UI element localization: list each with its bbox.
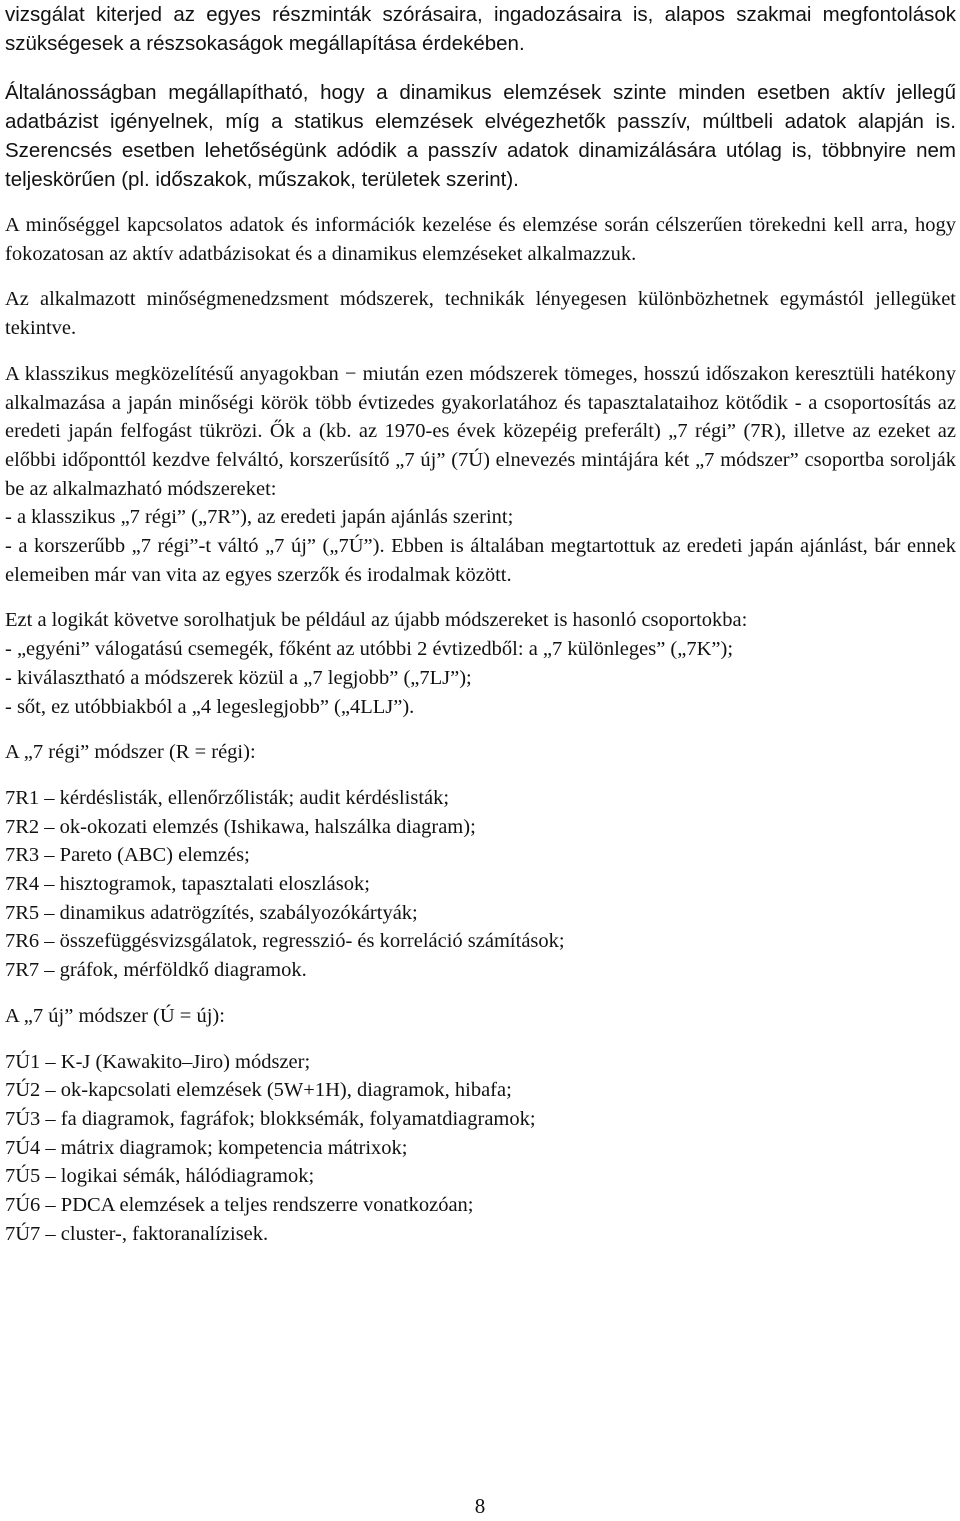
list-item: 7Ú1 – K-J (Kawakito–Jiro) módszer; [5,1050,311,1073]
list-7-regi [5,784,956,985]
list-7-uj [5,1048,956,1249]
paragraph-classical: A klasszikus megközelítésű anyagokban − miután ezen módszerek tömeges, hosszú időszakon keresztüli hatékony alkalmazása a japán minőségi körök több évtizedes gyakorlatához és tapasztalataihoz kötődik - a csoportosítás az eredeti japán felfogást tükrözi. Ők a (kb. az 1970-es évek közepéig preferált) „7 régi” (7R), illetve az ezeket az előbbi időponttól kezdve felváltó, korszerűsítő „7 új” (7Ú) elnevezés mintájára két „7 módszer” csoportba sorolják be az alkalmazható módszereket: [5,362,956,500]
list-item: 7R3 – Pareto (ABC) elemzés; [5,844,250,867]
page-number: 8 [474,1494,486,1518]
list-item: 7R1 – kérdéslisták, ellenőrzőlisták; audit kérdéslisták; [5,786,450,809]
document-page [5,0,956,1249]
list-item: - „egyéni” válogatású csemegék, főként az utóbbi 2 évtizedből: a „7 különleges” („7K”); [5,638,734,661]
list-item: 7R2 – ok-okozati elemzés (Ishikawa, halszálka diagram); [5,815,476,838]
list-item: - a klasszikus „7 régi” („7R”), az eredeti japán ajánlás szerint; [5,506,514,529]
heading-7-regi: A „7 régi” módszer (R = régi): [5,741,256,764]
list-item: 7R7 – gráfok, mérföldkő diagramok. [5,959,307,982]
list-item: 7Ú5 – logikai sémák, hálódiagramok; [5,1165,315,1188]
paragraph-logic: Ezt a logikát követve sorolhatjuk be például az újabb módszereket is hasonló csoportokba: [5,609,748,632]
list-item: 7R5 – dinamikus adatrögzítés, szabályozókártyák; [5,901,418,924]
paragraph-general: Általánosságban megállapítható, hogy a dinamikus elemzések szinte minden esetben aktív jellegű adatbázist igényelnek, míg a statikus elemzések elvégezhetők passzív, múltbeli adatok alapján is. Szerencsés esetben lehetőségünk adódik a passzív adatok dinamizálására utólag is, többnyire nem teljeskörűen (pl. időszakok, műszakok, területek szerint). [5,81,956,191]
list-item: 7Ú7 – cluster-, faktoranalízisek. [5,1222,269,1245]
list-item: - kiválasztható a módszerek közül a „7 legjobb” („7LJ”); [5,666,472,689]
paragraph-intro: vizsgálat kiterjed az egyes részminták szórásaira, ingadozásaira is, alapos szakmai megfontolások szükségesek a részsokaságok megállapítása érdekében. [5,3,956,55]
section-classical [5,360,956,590]
list-item: - sőt, ez utóbbiakból a „4 legeslegjobb” („4LLJ”). [5,695,415,718]
list-item: - a korszerűbb „7 régi”-t váltó „7 új” („7Ú”). Ebben is általában megtartottuk az eredeti japán ajánlást, bár ennek elemeiben már van vita az egyes szerzők és irodalmak között. [5,535,956,586]
paragraph-methods: Az alkalmazott minőségmenedzsment módszerek, technikák lényegesen különbözhetnek egymástól jellegüket tekintve. [5,288,956,340]
paragraph-quality-data: A minőséggel kapcsolatos adatok és információk kezelése és elemzése során célszerűen törekedni kell arra, hogy fokozatosan az aktív adatbázisokat és a dinamikus elemzéseket alkalmazzuk. [5,214,956,265]
list-item: 7Ú6 – PDCA elemzések a teljes rendszerre vonatkozóan; [5,1194,474,1217]
list-item: 7R6 – összefüggésvizsgálatok, regresszió- és korreláció számítások; [5,930,565,953]
list-item: 7R4 – hisztogramok, tapasztalati eloszlások; [5,873,370,896]
heading-7-uj: A „7 új” módszer (Ú = új): [5,1004,225,1027]
section-new-groups [5,606,956,721]
list-item: 7Ú2 – ok-kapcsolati elemzések (5W+1H), diagramok, hibafa; [5,1079,512,1102]
list-item: 7Ú3 – fa diagramok, fagráfok; blokksémák, folyamatdiagramok; [5,1107,536,1130]
list-item: 7Ú4 – mátrix diagramok; kompetencia mátrixok; [5,1136,408,1159]
